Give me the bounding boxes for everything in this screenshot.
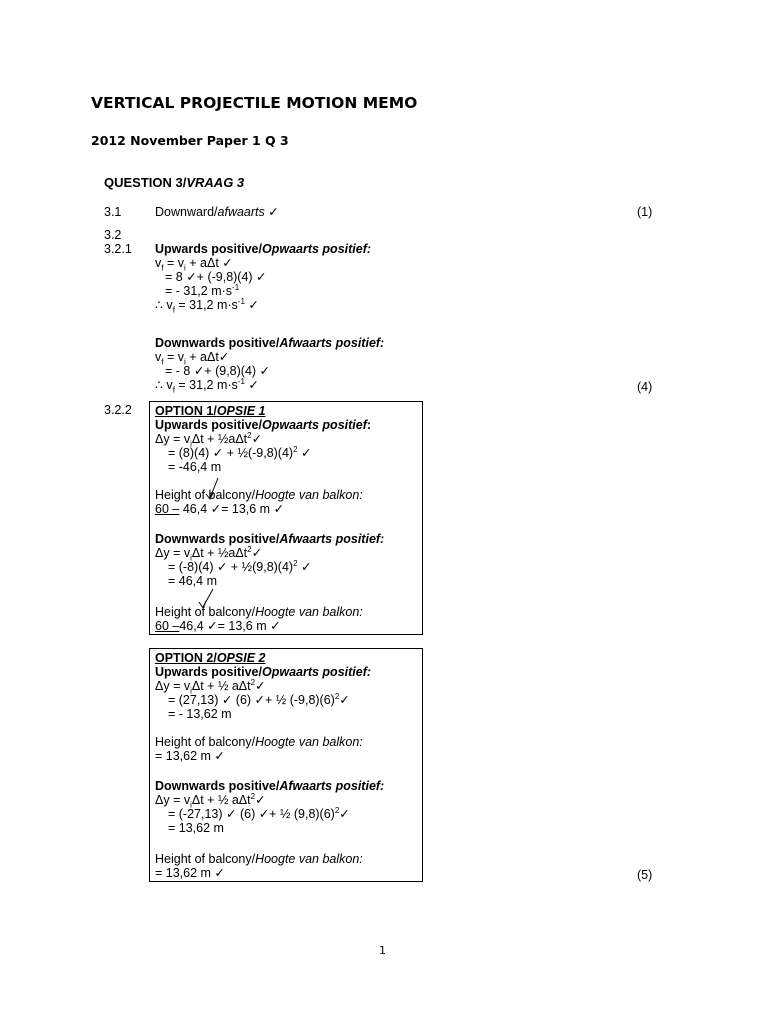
sup-two: 2 <box>250 677 256 687</box>
q322-number: 3.2.2 <box>104 403 132 417</box>
sup-two: 2 <box>334 805 340 815</box>
option-1-heading-en: OPTION 1/ <box>155 404 217 418</box>
q31-tick: ✓ <box>264 205 279 219</box>
q321-up-line-1: $v_f = v_i + a\Delta t$ ✓ <box>155 256 233 273</box>
option-2-height-af: Hoogte van balkon: <box>255 735 363 749</box>
q31-marks: (1) <box>637 205 653 219</box>
option-2-down-line-2: = (-27,13) ✓ (6) ✓+ ½ $(9,8)(6)^2✓$ <box>168 805 350 821</box>
option-1-up-line-1: $\Delta y = v_i\Delta t$ + ½aΔt$^2$✓ <box>155 430 263 449</box>
q321-downwards-heading-af: Afwaarts positief: <box>279 336 385 350</box>
q321-up-line-4: ∴ $v_f = 31,2$ $m\cdot s^{-1}$ ✓ <box>155 296 259 315</box>
q321-up-line-2: = 8 ✓+ (-9,8)(4) ✓ <box>165 270 267 284</box>
option-2-downwards-af: Afwaarts positief: <box>279 779 385 793</box>
q321-number: 3.2.1 <box>104 242 132 256</box>
option-2-upwards-en: Upwards positive/ <box>155 665 262 679</box>
sup-minus-one: -1 <box>232 282 240 292</box>
q32-number: 3.2 <box>104 228 122 242</box>
option-1-calc-2-b: 46,4 ✓= 13,6 m ✓ <box>179 619 281 633</box>
q321-downwards-heading-en: Downwards positive/ <box>155 336 280 350</box>
sup-minus-one: -1 <box>237 376 245 386</box>
option-2-height-2-en: Height of balcony/ <box>155 852 256 866</box>
q321-up-line-3 <box>165 284 239 298</box>
q31-answer-en: Downward/ <box>155 205 218 219</box>
option-1-upwards-af: Opwaarts positief <box>261 418 367 432</box>
arrow-head-icon <box>199 601 206 608</box>
option-1-down-line-1: $\Delta y = v_i\Delta t$ + ½aΔt$^2$✓ <box>155 544 263 563</box>
option-2-downwards-heading <box>155 779 384 793</box>
q321-answer-block <box>155 242 445 395</box>
option-1-down-line-2: = (-8)(4) ✓ + $\frac{1}{2}(9,8)(4)^2$ ✓ <box>168 558 312 574</box>
option-1-calc-1-a: 60 – <box>155 502 180 516</box>
option-2-height-value: = 13,62 m ✓ <box>155 749 225 763</box>
option-1-upwards-en: Upwards positive/ <box>155 418 262 432</box>
option-1-calc-2-a: 60 – <box>155 619 180 633</box>
q321-up-line-3-text: = - 31,2 m·s <box>165 284 233 298</box>
option-2-up-line-2: = (27,13) ✓ (6) ✓+ ½ $(-9,8)(6)^2✓$ <box>168 691 350 707</box>
q321-upwards-heading-en: Upwards positive/ <box>155 242 262 256</box>
sup-two: 2 <box>293 444 298 454</box>
sub-f: f <box>161 263 164 273</box>
sup-two: 2 <box>250 791 256 801</box>
option-2-height-label-2 <box>155 852 363 866</box>
sup-minus-one: -1 <box>237 296 245 306</box>
option-2-up-line-1: $\Delta y = v_i\Delta t$ + ½ aΔt$^2$✓ <box>155 677 266 696</box>
option-1-height-en: Height of balcony/ <box>155 488 256 502</box>
arrow-annotations <box>150 402 422 634</box>
option-1-downwards-en: Downwards positive/ <box>155 532 280 546</box>
option-2-heading-af: OPSIE 2 <box>216 651 266 665</box>
option-2-heading-en: OPTION 2/ <box>155 651 217 665</box>
sub-i: i <box>183 357 186 367</box>
sup-two: 2 <box>247 430 252 440</box>
option-1-heading-af: OPSIE 1 <box>216 404 266 418</box>
option-1-height-2-en: Height of balcony/ <box>155 605 256 619</box>
sub-i: i <box>190 686 192 696</box>
sub-i: i <box>190 553 192 563</box>
q321-down-line-2: = - 8 ✓+ (9,8)(4) ✓ <box>165 364 271 378</box>
option-2-down-line-1: $\Delta y = v_i\Delta t$ + ½ aΔt$^2$✓ <box>155 791 266 810</box>
page-number: 1 <box>379 944 386 957</box>
option-1-box <box>149 401 423 635</box>
sub-i: i <box>190 439 192 449</box>
sub-f: f <box>161 357 164 367</box>
sub-f: f <box>172 305 175 315</box>
option-1-down-line-3: = 46,4 m <box>168 574 217 588</box>
arrow-down-icon <box>210 478 218 498</box>
option-2-box <box>149 648 423 882</box>
page-title: VERTICAL PROJECTILE MOTION MEMO <box>91 94 418 112</box>
option-2-upwards-af: Opwaarts positief: <box>261 665 372 679</box>
sup-two: 2 <box>293 558 298 568</box>
option-1-calc-1-b: 46,4 ✓= 13,6 m ✓ <box>182 502 285 516</box>
option-2-upwards-heading <box>155 665 371 679</box>
option-1-height-af: Hoogte van balkon: <box>255 488 363 502</box>
sub-i: i <box>190 800 192 810</box>
q322-marks: (5) <box>637 868 653 882</box>
option-1-downwards-af: Afwaarts positief: <box>279 532 385 546</box>
question-heading-af: VRAAG 3 <box>186 175 245 190</box>
q321-down-line-3: ∴ $v_f = 31,2$ $m\cdot s^{-1}$ ✓ <box>155 376 259 395</box>
sub-i: i <box>183 263 186 273</box>
sup-two: 2 <box>334 691 340 701</box>
q31-answer-af: afwaarts <box>217 205 265 219</box>
question-heading-en: QUESTION 3/ <box>104 175 187 190</box>
q321-upwards-heading <box>155 242 371 256</box>
q321-downwards-heading <box>155 336 384 350</box>
option-2-height-value-2: = 13,62 m ✓ <box>155 866 225 880</box>
option-2-height-en: Height of balcony/ <box>155 735 256 749</box>
option-1-up-line-3: = -46,4 m <box>168 460 222 474</box>
option-1-upwards-colon: : <box>366 418 372 432</box>
option-2-height-label <box>155 735 363 749</box>
q31-number: 3.1 <box>104 205 122 219</box>
page-subtitle: 2012 November Paper 1 Q 3 <box>91 133 289 148</box>
q321-marks: (4) <box>637 380 653 394</box>
option-1-height-2-af: Hoogte van balkon: <box>255 605 363 619</box>
sup-two: 2 <box>247 544 252 554</box>
sub-f: f <box>172 385 175 395</box>
q31-answer <box>155 205 279 219</box>
option-1-up-line-2: = (8)(4) ✓ + $\frac{1}{2}(-9,8)(4)^2$ ✓ <box>168 444 312 460</box>
option-2-down-line-3: = 13,62 m <box>168 821 224 835</box>
q321-upwards-heading-af: Opwaarts positief: <box>261 242 372 256</box>
option-2-up-line-3: = - 13,62 m <box>168 707 232 721</box>
question-heading <box>104 176 244 190</box>
option-2-height-2-af: Hoogte van balkon: <box>255 852 363 866</box>
option-2-heading <box>155 651 265 665</box>
q321-down-line-1: $v_f = v_i$ + aΔt✓ <box>155 350 230 367</box>
option-2-downwards-en: Downwards positive/ <box>155 779 280 793</box>
